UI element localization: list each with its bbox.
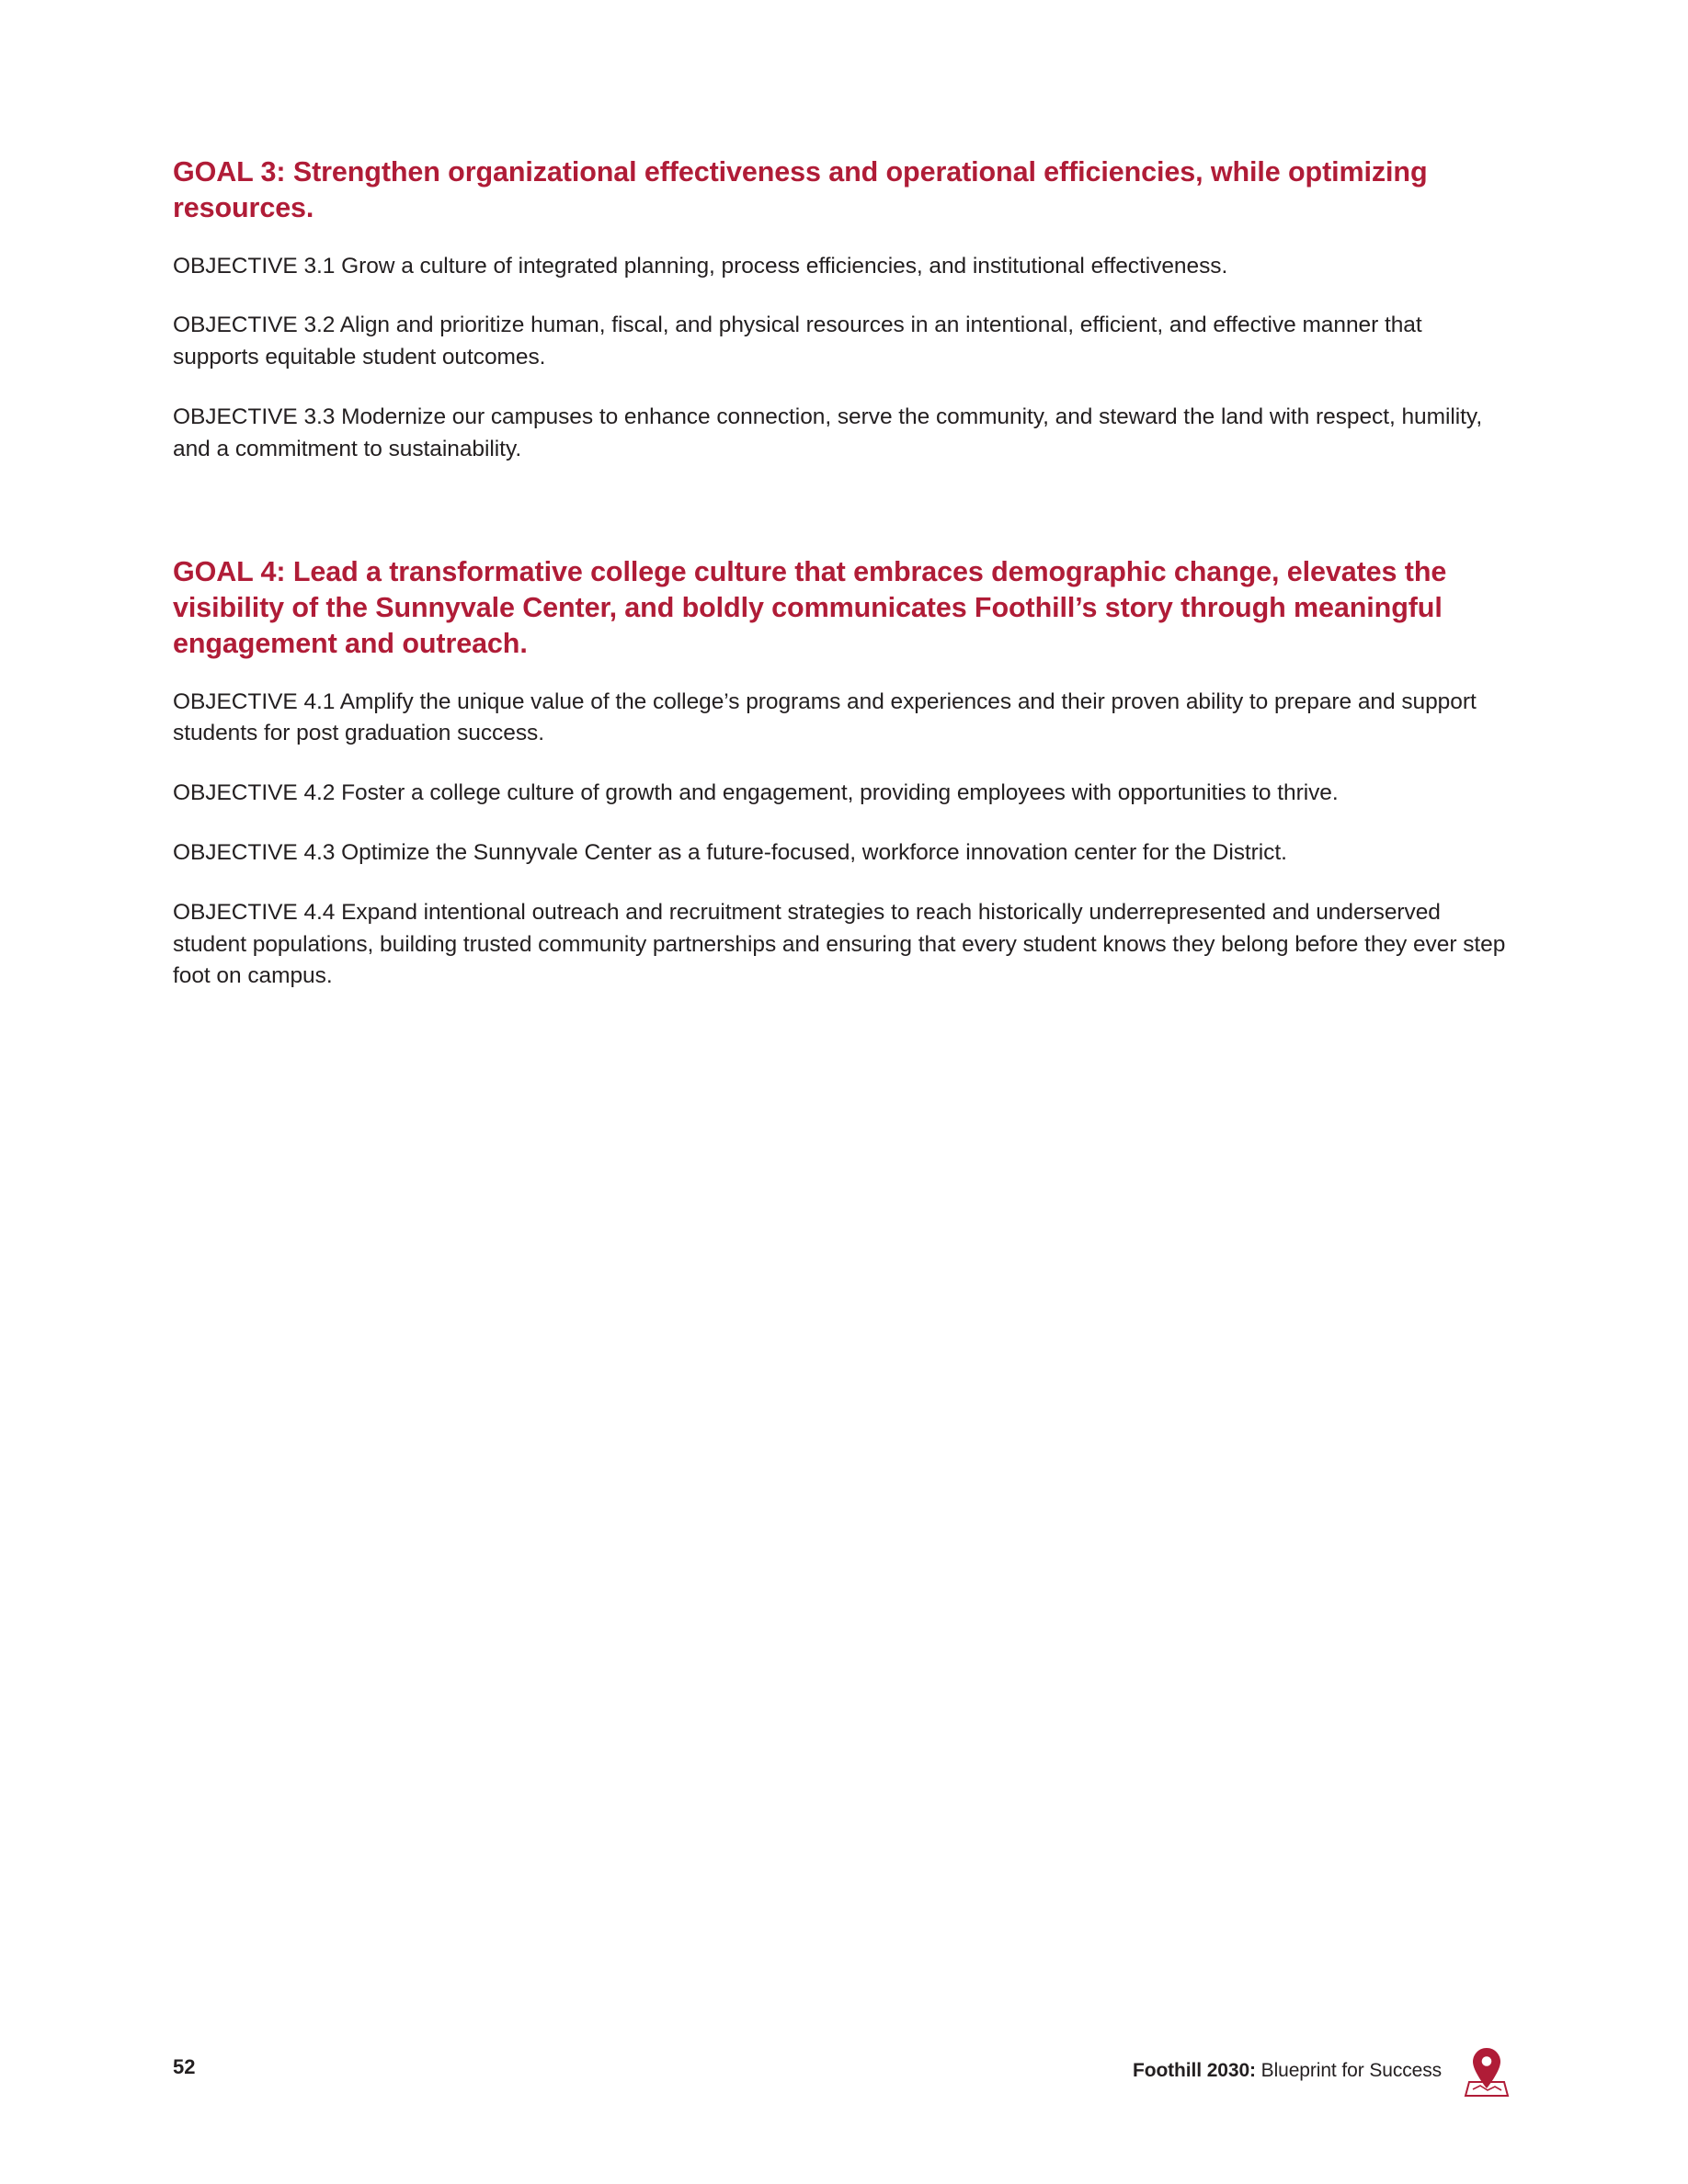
objective-4-2: OBJECTIVE 4.2 Foster a college culture of growth and engagement, providing employees with opportunities to thrive. — [173, 780, 1339, 806]
objective-4-3: OBJECTIVE 4.3 Optimize the Sunnyvale Center as a future-focused, workforce innovation center for the District. — [173, 839, 1287, 865]
objective-3-3: OBJECTIVE 3.3 Modernize our campuses to enhance connection, serve the community, and steward the land with respect, humility, and a commitment to sustainability. — [173, 404, 1483, 461]
objective-3-1: OBJECTIVE 3.1 Grow a culture of integrated planning, process efficiencies, and institutional effectiveness. — [173, 253, 1228, 279]
footer-title-rest: Blueprint for Success — [1255, 2060, 1442, 2081]
objective-4-4: OBJECTIVE 4.4 Expand intentional outreach and recruitment strategies to reach historically underrepresented and underserved student populations, building trusted community partnerships and ensuring that every student knows they belong before they ever step foot on campus. — [173, 899, 1506, 989]
page-footer — [0, 2042, 1688, 2116]
page-content — [173, 154, 1508, 993]
footer-title-bold: Foothill 2030: — [1132, 2060, 1256, 2081]
goal-3-heading: GOAL 3: Strengthen organizational effectiveness and operational efficiencies, while optimizing resources. — [173, 156, 1428, 224]
page-number: 52 — [173, 2055, 196, 2078]
objective-4-1: OBJECTIVE 4.1 Amplify the unique value of the college’s programs and experiences and their proven ability to prepare and support students for post graduation success. — [173, 688, 1477, 746]
footer-branding — [1133, 2042, 1515, 2099]
map-pin-logo-icon — [1458, 2042, 1515, 2099]
footer-title — [1133, 2060, 1442, 2082]
goal-4-heading: GOAL 4: Lead a transformative college culture that embraces demographic change, elevates the visibility of the Sunnyvale Center, and boldly communicates Foothill’s story through meaningful engagement and outreach. — [173, 555, 1447, 660]
objective-3-2: OBJECTIVE 3.2 Align and prioritize human, fiscal, and physical resources in an intentional, efficient, and effective manner that supports equitable student outcomes. — [173, 313, 1422, 370]
